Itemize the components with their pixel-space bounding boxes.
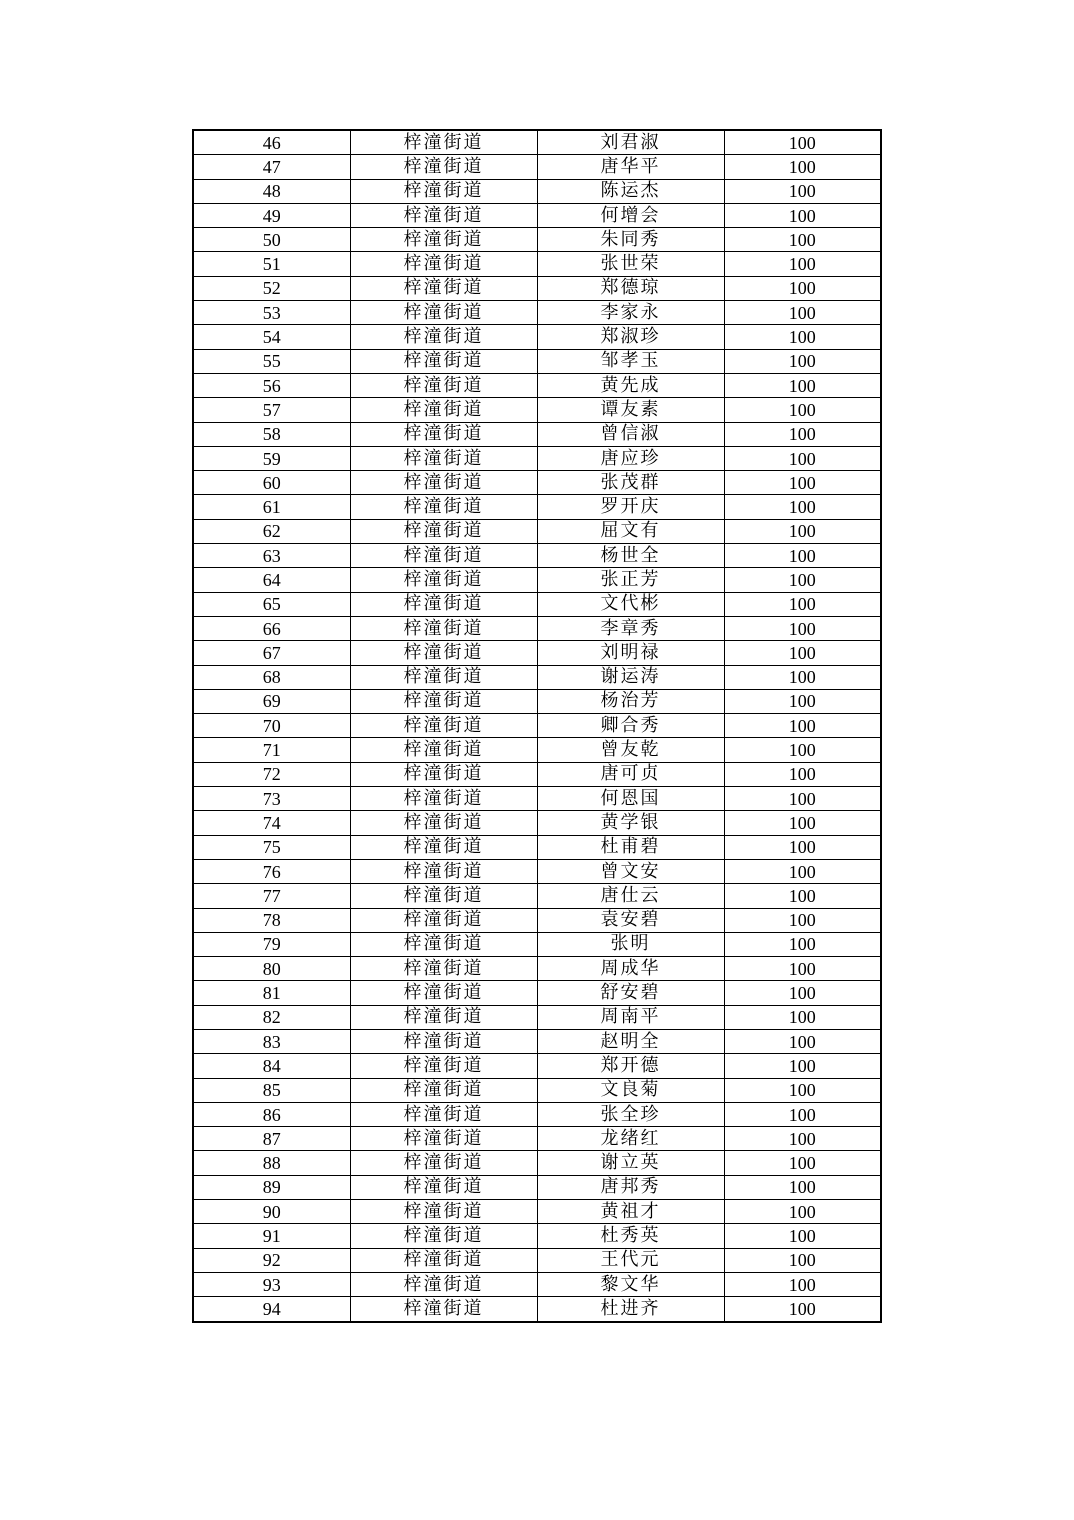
row-number-cell: 48 (193, 179, 350, 203)
table-row (193, 130, 881, 155)
table-row (193, 301, 881, 325)
table-row (193, 1200, 881, 1224)
amount-cell: 100 (724, 884, 881, 908)
row-number-cell: 46 (193, 130, 350, 155)
table-row (193, 1127, 881, 1151)
row-number-cell: 93 (193, 1272, 350, 1296)
table-row (193, 884, 881, 908)
row-number-cell: 74 (193, 811, 350, 835)
row-number-cell: 64 (193, 568, 350, 592)
amount-cell: 100 (724, 1224, 881, 1248)
row-number-cell: 89 (193, 1175, 350, 1199)
table-row (193, 446, 881, 470)
person-name-cell: 郑德琼 (537, 276, 724, 300)
row-number-cell: 92 (193, 1248, 350, 1272)
person-name-cell: 张世荣 (537, 252, 724, 276)
table-row (193, 276, 881, 300)
street-cell: 梓潼街道 (350, 568, 537, 592)
table-row (193, 228, 881, 252)
row-number-cell: 62 (193, 519, 350, 543)
row-number-cell: 83 (193, 1029, 350, 1053)
row-number-cell: 77 (193, 884, 350, 908)
person-name-cell: 文良菊 (537, 1078, 724, 1102)
row-number-cell: 69 (193, 689, 350, 713)
street-cell: 梓潼街道 (350, 301, 537, 325)
table-row (193, 592, 881, 616)
row-number-cell: 81 (193, 981, 350, 1005)
table-row (193, 568, 881, 592)
row-number-cell: 53 (193, 301, 350, 325)
person-name-cell: 李家永 (537, 301, 724, 325)
amount-cell: 100 (724, 1272, 881, 1296)
row-number-cell: 55 (193, 349, 350, 373)
amount-cell: 100 (724, 787, 881, 811)
row-number-cell: 68 (193, 665, 350, 689)
street-cell: 梓潼街道 (350, 228, 537, 252)
table-row (193, 155, 881, 179)
table-row (193, 835, 881, 859)
amount-cell: 100 (724, 398, 881, 422)
street-cell: 梓潼街道 (350, 1005, 537, 1029)
street-cell: 梓潼街道 (350, 738, 537, 762)
street-cell: 梓潼街道 (350, 1200, 537, 1224)
table-row (193, 641, 881, 665)
amount-cell: 100 (724, 1054, 881, 1078)
street-cell: 梓潼街道 (350, 252, 537, 276)
person-name-cell: 王代元 (537, 1248, 724, 1272)
person-name-cell: 张正芳 (537, 568, 724, 592)
table-row (193, 422, 881, 446)
street-cell: 梓潼街道 (350, 422, 537, 446)
street-cell: 梓潼街道 (350, 1272, 537, 1296)
amount-cell: 100 (724, 592, 881, 616)
table-row (193, 179, 881, 203)
table-row (193, 981, 881, 1005)
amount-cell: 100 (724, 1200, 881, 1224)
person-name-cell: 张明 (537, 932, 724, 956)
row-number-cell: 87 (193, 1127, 350, 1151)
row-number-cell: 47 (193, 155, 350, 179)
street-cell: 梓潼街道 (350, 616, 537, 640)
table-row (193, 957, 881, 981)
row-number-cell: 88 (193, 1151, 350, 1175)
row-number-cell: 86 (193, 1102, 350, 1126)
street-cell: 梓潼街道 (350, 1297, 537, 1322)
table-row (193, 665, 881, 689)
street-cell: 梓潼街道 (350, 325, 537, 349)
person-name-cell: 黄先成 (537, 373, 724, 397)
table-row (193, 471, 881, 495)
table-row (193, 714, 881, 738)
street-cell: 梓潼街道 (350, 544, 537, 568)
amount-cell: 100 (724, 422, 881, 446)
table-row (193, 762, 881, 786)
amount-cell: 100 (724, 544, 881, 568)
street-cell: 梓潼街道 (350, 981, 537, 1005)
person-name-cell: 何恩国 (537, 787, 724, 811)
person-name-cell: 周南平 (537, 1005, 724, 1029)
amount-cell: 100 (724, 689, 881, 713)
street-cell: 梓潼街道 (350, 957, 537, 981)
row-number-cell: 80 (193, 957, 350, 981)
amount-cell: 100 (724, 1078, 881, 1102)
row-number-cell: 75 (193, 835, 350, 859)
table-row (193, 1297, 881, 1322)
table-row (193, 1005, 881, 1029)
street-cell: 梓潼街道 (350, 179, 537, 203)
street-cell: 梓潼街道 (350, 519, 537, 543)
street-cell: 梓潼街道 (350, 811, 537, 835)
person-name-cell: 黄祖才 (537, 1200, 724, 1224)
row-number-cell: 94 (193, 1297, 350, 1322)
street-cell: 梓潼街道 (350, 641, 537, 665)
person-name-cell: 罗开庆 (537, 495, 724, 519)
person-name-cell: 何增会 (537, 203, 724, 227)
table-row (193, 544, 881, 568)
amount-cell: 100 (724, 1102, 881, 1126)
table-row (193, 616, 881, 640)
row-number-cell: 49 (193, 203, 350, 227)
amount-cell: 100 (724, 1029, 881, 1053)
street-cell: 梓潼街道 (350, 1029, 537, 1053)
row-number-cell: 84 (193, 1054, 350, 1078)
person-name-cell: 屈文有 (537, 519, 724, 543)
table-row (193, 1151, 881, 1175)
person-name-cell: 周成华 (537, 957, 724, 981)
person-name-cell: 舒安碧 (537, 981, 724, 1005)
street-cell: 梓潼街道 (350, 1102, 537, 1126)
row-number-cell: 85 (193, 1078, 350, 1102)
amount-cell: 100 (724, 1175, 881, 1199)
person-name-cell: 唐应珍 (537, 446, 724, 470)
person-name-cell: 杨世全 (537, 544, 724, 568)
amount-cell: 100 (724, 859, 881, 883)
row-number-cell: 78 (193, 908, 350, 932)
amount-cell: 100 (724, 471, 881, 495)
street-cell: 梓潼街道 (350, 884, 537, 908)
street-cell: 梓潼街道 (350, 665, 537, 689)
street-cell: 梓潼街道 (350, 762, 537, 786)
person-name-cell: 陈运杰 (537, 179, 724, 203)
person-name-cell: 邹孝玉 (537, 349, 724, 373)
row-number-cell: 54 (193, 325, 350, 349)
table-row (193, 738, 881, 762)
street-cell: 梓潼街道 (350, 787, 537, 811)
table-row (193, 932, 881, 956)
table-row (193, 349, 881, 373)
table-row (193, 1224, 881, 1248)
table-row (193, 811, 881, 835)
amount-cell: 100 (724, 835, 881, 859)
amount-cell: 100 (724, 957, 881, 981)
amount-cell: 100 (724, 641, 881, 665)
person-name-cell: 曾文安 (537, 859, 724, 883)
amount-cell: 100 (724, 1297, 881, 1322)
amount-cell: 100 (724, 130, 881, 155)
person-name-cell: 杜进齐 (537, 1297, 724, 1322)
row-number-cell: 61 (193, 495, 350, 519)
row-number-cell: 82 (193, 1005, 350, 1029)
amount-cell: 100 (724, 228, 881, 252)
row-number-cell: 66 (193, 616, 350, 640)
amount-cell: 100 (724, 155, 881, 179)
row-number-cell: 76 (193, 859, 350, 883)
person-name-cell: 杜甫碧 (537, 835, 724, 859)
person-name-cell: 杨治芳 (537, 689, 724, 713)
table-row (193, 495, 881, 519)
person-name-cell: 袁安碧 (537, 908, 724, 932)
person-name-cell: 李章秀 (537, 616, 724, 640)
person-name-cell: 张茂群 (537, 471, 724, 495)
table-row (193, 689, 881, 713)
amount-cell: 100 (724, 179, 881, 203)
table-row (193, 1078, 881, 1102)
amount-cell: 100 (724, 616, 881, 640)
amount-cell: 100 (724, 1151, 881, 1175)
row-number-cell: 51 (193, 252, 350, 276)
row-number-cell: 59 (193, 446, 350, 470)
street-cell: 梓潼街道 (350, 155, 537, 179)
street-cell: 梓潼街道 (350, 398, 537, 422)
row-number-cell: 50 (193, 228, 350, 252)
amount-cell: 100 (724, 252, 881, 276)
amount-cell: 100 (724, 325, 881, 349)
street-cell: 梓潼街道 (350, 592, 537, 616)
table-row (193, 859, 881, 883)
person-name-cell: 曾信淑 (537, 422, 724, 446)
person-name-cell: 黎文华 (537, 1272, 724, 1296)
table-row (193, 1175, 881, 1199)
row-number-cell: 56 (193, 373, 350, 397)
person-name-cell: 刘明禄 (537, 641, 724, 665)
amount-cell: 100 (724, 665, 881, 689)
street-cell: 梓潼街道 (350, 373, 537, 397)
street-cell: 梓潼街道 (350, 1151, 537, 1175)
row-number-cell: 79 (193, 932, 350, 956)
person-name-cell: 唐邦秀 (537, 1175, 724, 1199)
amount-cell: 100 (724, 301, 881, 325)
row-number-cell: 63 (193, 544, 350, 568)
amount-cell: 100 (724, 568, 881, 592)
person-name-cell: 张全珍 (537, 1102, 724, 1126)
person-name-cell: 谢运涛 (537, 665, 724, 689)
amount-cell: 100 (724, 714, 881, 738)
person-name-cell: 杜秀英 (537, 1224, 724, 1248)
amount-cell: 100 (724, 1005, 881, 1029)
street-cell: 梓潼街道 (350, 1175, 537, 1199)
street-cell: 梓潼街道 (350, 1127, 537, 1151)
table-row (193, 519, 881, 543)
row-number-cell: 72 (193, 762, 350, 786)
row-number-cell: 65 (193, 592, 350, 616)
table-row (193, 398, 881, 422)
amount-cell: 100 (724, 908, 881, 932)
table-row (193, 1248, 881, 1272)
person-name-cell: 赵明全 (537, 1029, 724, 1053)
table-row (193, 1102, 881, 1126)
amount-cell: 100 (724, 373, 881, 397)
amount-cell: 100 (724, 811, 881, 835)
street-cell: 梓潼街道 (350, 859, 537, 883)
street-cell: 梓潼街道 (350, 932, 537, 956)
person-name-cell: 黄学银 (537, 811, 724, 835)
amount-cell: 100 (724, 519, 881, 543)
row-number-cell: 90 (193, 1200, 350, 1224)
roster-table-body (193, 130, 881, 1322)
amount-cell: 100 (724, 932, 881, 956)
amount-cell: 100 (724, 1248, 881, 1272)
street-cell: 梓潼街道 (350, 130, 537, 155)
street-cell: 梓潼街道 (350, 495, 537, 519)
row-number-cell: 58 (193, 422, 350, 446)
amount-cell: 100 (724, 738, 881, 762)
person-name-cell: 朱同秀 (537, 228, 724, 252)
street-cell: 梓潼街道 (350, 276, 537, 300)
row-number-cell: 71 (193, 738, 350, 762)
street-cell: 梓潼街道 (350, 471, 537, 495)
table-row (193, 252, 881, 276)
person-name-cell: 唐华平 (537, 155, 724, 179)
amount-cell: 100 (724, 446, 881, 470)
row-number-cell: 60 (193, 471, 350, 495)
person-name-cell: 龙绪红 (537, 1127, 724, 1151)
table-row (193, 1054, 881, 1078)
person-name-cell: 谭友素 (537, 398, 724, 422)
amount-cell: 100 (724, 349, 881, 373)
street-cell: 梓潼街道 (350, 835, 537, 859)
street-cell: 梓潼街道 (350, 1054, 537, 1078)
person-name-cell: 刘君淑 (537, 130, 724, 155)
row-number-cell: 73 (193, 787, 350, 811)
person-name-cell: 郑开德 (537, 1054, 724, 1078)
person-name-cell: 唐可贞 (537, 762, 724, 786)
amount-cell: 100 (724, 762, 881, 786)
amount-cell: 100 (724, 1127, 881, 1151)
row-number-cell: 57 (193, 398, 350, 422)
row-number-cell: 70 (193, 714, 350, 738)
person-name-cell: 谢立英 (537, 1151, 724, 1175)
street-cell: 梓潼街道 (350, 349, 537, 373)
amount-cell: 100 (724, 276, 881, 300)
amount-cell: 100 (724, 203, 881, 227)
table-row (193, 787, 881, 811)
table-row (193, 203, 881, 227)
table-row (193, 1272, 881, 1296)
row-number-cell: 67 (193, 641, 350, 665)
street-cell: 梓潼街道 (350, 689, 537, 713)
street-cell: 梓潼街道 (350, 714, 537, 738)
street-cell: 梓潼街道 (350, 446, 537, 470)
roster-table (192, 129, 882, 1323)
street-cell: 梓潼街道 (350, 908, 537, 932)
table-row (193, 1029, 881, 1053)
table-row (193, 325, 881, 349)
amount-cell: 100 (724, 495, 881, 519)
street-cell: 梓潼街道 (350, 1248, 537, 1272)
street-cell: 梓潼街道 (350, 1078, 537, 1102)
row-number-cell: 91 (193, 1224, 350, 1248)
street-cell: 梓潼街道 (350, 1224, 537, 1248)
table-row (193, 373, 881, 397)
person-name-cell: 郑淑珍 (537, 325, 724, 349)
person-name-cell: 唐仕云 (537, 884, 724, 908)
person-name-cell: 曾友乾 (537, 738, 724, 762)
row-number-cell: 52 (193, 276, 350, 300)
table-row (193, 908, 881, 932)
person-name-cell: 文代彬 (537, 592, 724, 616)
street-cell: 梓潼街道 (350, 203, 537, 227)
person-name-cell: 卿合秀 (537, 714, 724, 738)
amount-cell: 100 (724, 981, 881, 1005)
